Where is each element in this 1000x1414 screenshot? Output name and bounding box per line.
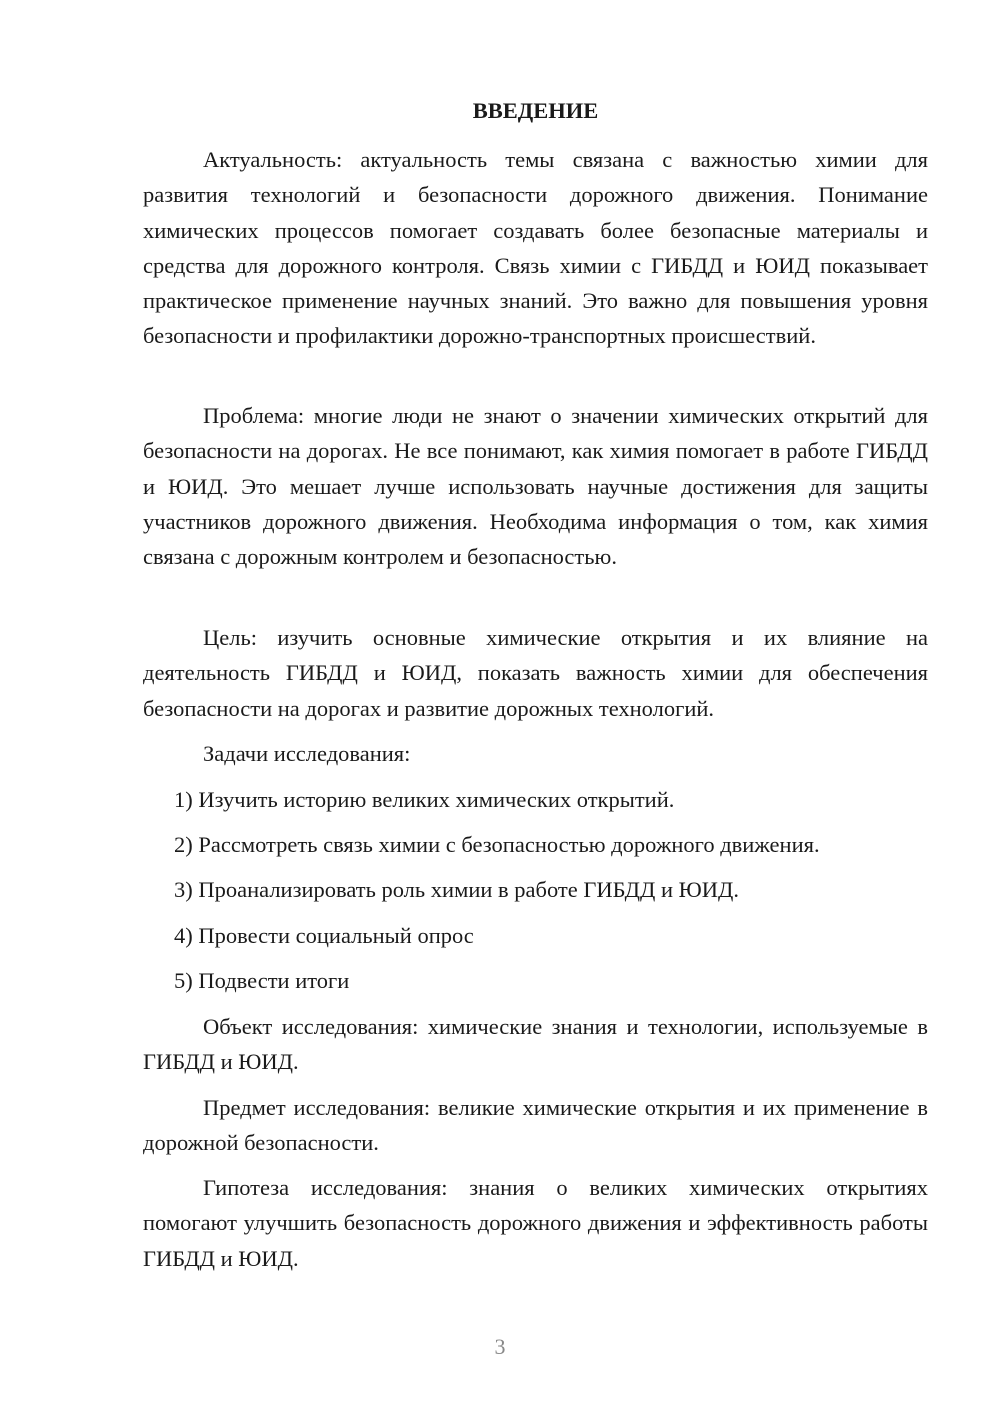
page-number: 3	[494, 1334, 506, 1359]
hypothesis-paragraph: Гипотеза исследования: знания о великих химических открытиях помогают улучшить безопасность дорожного движения и эффективность работы ГИБДД и ЮИД.	[143, 1175, 928, 1271]
subject-paragraph: Предмет исследования: великие химические открытия и их применение в дорожной безопасности.	[143, 1095, 928, 1156]
task-item: 4) Провести социальный опрос	[174, 923, 474, 948]
section-heading: ВВЕДЕНИЕ	[472, 98, 599, 123]
task-item: 5) Подвести итоги	[174, 968, 350, 993]
task-item: 2) Рассмотреть связь химии с безопасностью дорожного движения.	[174, 832, 820, 857]
task-item: 1) Изучить историю великих химических открытий.	[174, 787, 675, 812]
task-item: 3) Проанализировать роль химии в работе ГИБДД и ЮИД.	[174, 877, 740, 902]
relevance-paragraph: Актуальность: актуальность темы связана с важностью химии для развития технологий и безопасности дорожного движения. Понимание химических процессов помогает создавать более безопасные материалы и средства для дорожного контроля. Связь химии с ГИБДД и ЮИД показывает практическое применение научных знаний. Это важно для повышения уровня безопасности и профилактики дорожно-транспортных происшествий.	[143, 147, 928, 349]
object-paragraph: Объект исследования: химические знания и технологии, используемые в ГИБДД и ЮИД.	[143, 1014, 928, 1075]
problem-paragraph: Проблема: многие люди не знают о значении химических открытий для безопасности на дорогах. Не все понимают, как химия помогает в работе ГИБДД и ЮИД. Это мешает лучше использовать научные достижения для защиты участников дорожного движения. Необходима информация о том, как химия связана с дорожным контролем и безопасностью.	[143, 403, 928, 570]
goal-paragraph: Цель: изучить основные химические открытия и их влияние на деятельность ГИБДД и ЮИД, показать важность химии для обеспечения безопасности на дорогах и развитие дорожных технологий.	[143, 625, 928, 721]
tasks-heading: Задачи исследования:	[203, 741, 411, 766]
